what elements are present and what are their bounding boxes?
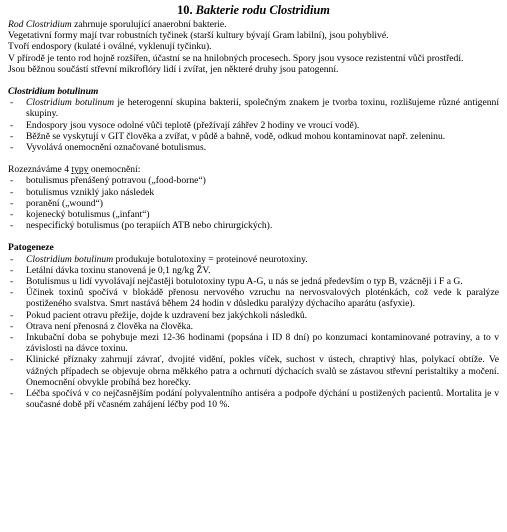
intro-line: Tvoří endospory (kulaté i oválné, vyklenují tyčinku). (8, 41, 212, 53)
intro-section (8, 19, 499, 75)
title-prefix: 10. (177, 3, 196, 17)
list-item: - Inkubační doba se pohybuje mezi 12-36 hodinami (popsána i ID 8 dní) po konzumaci kontaminované potraviny, a to v závislosti na dávce toxinu. (8, 332, 499, 354)
list-item (8, 254, 499, 265)
list-item: - Účinek toxinů spočívá v blokádě přenosu nervového vzruchu na nervosvalových ploténkách, což vede k paralýze postiženého svalstva. Smrt nastává během 24 hodin v důsledku paralýzy dýchacího aparátu (asfyxie). (8, 287, 499, 309)
forms-lead-underlined: typy (71, 164, 89, 176)
list-item: - Léčba spočívá v co nejčasnějším podání polyvalentního antiséra a podpoře dýchání u postižených pacientů. Mortalita je v současné době při včasném zahájení léčby pod 10 %. (8, 388, 499, 410)
intro-line (8, 19, 499, 30)
section-heading-pathogenesis: Patogeneze (8, 242, 54, 254)
list-item (8, 97, 499, 119)
page-title (8, 3, 499, 18)
genus-name: Rod Clostridium (8, 19, 72, 30)
botulinum-section (8, 86, 499, 153)
list-item: - Letální dávka toxinu stanovená je 0,1 ng/kg ŽV. (8, 265, 499, 276)
pathogenesis-section (8, 242, 499, 410)
species-name: Clostridium botulinum (26, 97, 115, 109)
spacer (8, 153, 499, 164)
list-item: - Pokud pacient otravu přežije, dojde k uzdravení bez jakýchkoli následků. (8, 310, 499, 321)
forms-list (8, 175, 499, 231)
list-item: - Otrava není přenosná z člověka na člověka. (8, 321, 499, 332)
list-item-text: produkuje botulotoxiny = proteinové neurotoxiny. (113, 253, 308, 265)
spacer (8, 75, 499, 86)
forms-lead (8, 164, 499, 175)
pathogenesis-list (8, 254, 499, 411)
intro-line: V přírodě je tento rod hojně rozšířen, účastní se na hnilobných procesech. Spory jsou vysoce rezistentní vůči prostředí. (8, 52, 464, 64)
botulinum-list (8, 97, 499, 153)
list-item: - Botulismus u lidí vyvolávají nejčastěji botulotoxiny typu A-G, u nás se jedná především o typ B, vzácněji i F a G. (8, 276, 499, 287)
intro-line: Vegetativní formy mají tvar robustních tyčinek (starší kultury bývají Gram labilní), jsou pohyblivé. (8, 30, 389, 42)
list-item: - Běžně se vyskytují v GIT člověka a zvířat, v půdě a bahně, vodě, odkud mohou kontaminovat např. zeleninu. (8, 131, 499, 142)
intro-text: zahrnuje sporulující anaerobní bakterie. (71, 19, 227, 30)
forms-lead-text: onemocnění: (88, 164, 141, 176)
forms-lead-text: Rozeznáváme 4 (8, 164, 72, 176)
spacer (8, 231, 499, 242)
list-item: - botulismus přenášený potravou („food-borne“) (8, 175, 499, 186)
forms-section (8, 164, 499, 231)
list-item: - botulismus vzniklý jako následek (8, 187, 499, 198)
list-item: - Klinické příznaky zahrnují závrať, dvojité vidění, pokles víček, suchost v ústech, chraptivý hlas, polykací obtíže. Ve vážných případech se objevuje obrna měkkého patra a ochrnutí dýchacích svalů se zástavou střevní peristaltiky a močení. Onemocnění obvykle probíhá bez horečky. (8, 354, 499, 388)
intro-line: Jsou běžnou součástí střevní mikroflóry lidí i zvířat, jen některé druhy jsou patogenní. (8, 63, 339, 75)
title-emphasis: Bakterie rodu Clostridium (195, 3, 330, 17)
species-name: Clostridium botulinum (26, 253, 114, 265)
list-item: - poranění („wound“) (8, 198, 499, 209)
list-item: - kojenecký botulismus („infant“) (8, 209, 499, 220)
list-item: - nespecifický botulismus (po terapiích ATB nebo chirurgických). (8, 220, 499, 231)
section-heading-botulinum: Clostridium botulinum (8, 86, 99, 98)
list-item: - Endospory jsou vysoce odolné vůči teplotě (přežívají záhřev 2 hodiny ve vroucí vodě). (8, 120, 499, 131)
list-item-text: je heterogenní skupina bakterií, společným znakem je tvorba toxinu, rozlišujeme různé antigenní skupiny. (26, 97, 499, 120)
list-item: - Vyvolává onemocnění označované botulismus. (8, 142, 499, 153)
